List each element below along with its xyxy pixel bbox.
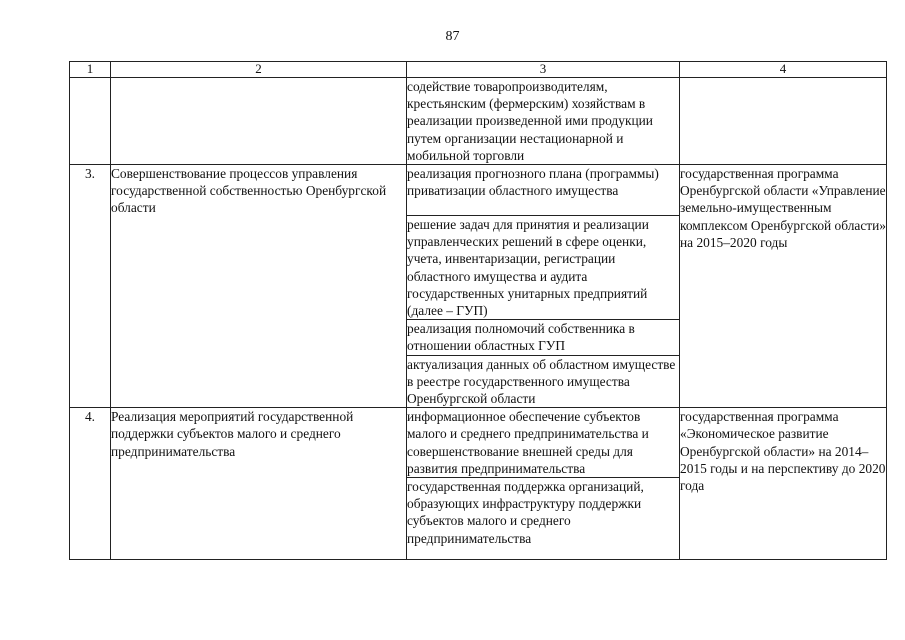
measure-cell: реализация прогнозного плана (программы) приватизации областного имущества [407,165,680,216]
measure-cell: реализация полномочий собственника в отношении областных ГУП [407,320,680,355]
header-col-2: 2 [111,62,407,78]
program-cell: государственная программа «Экономическое развитие Оренбургской области» на 2014–2015 годы и на перспективу до 2020 года [680,408,887,560]
measure-cell: решение задач для принятия и реализации управленческих решений в сфере оценки, учета, инвентаризации, регистрации областного имущества и аудита государственных унитарных предприятий (далее – ГУП) [407,216,680,320]
table-row [70,408,887,478]
row-title: Совершенствование процессов управления государственной собственностью Оренбургской области [111,165,407,408]
measure-cell: содействие товаропроизводителям, крестьянским (фермерским) хозяйствам в реализации произведенной ими продукции путем организации нестационарной и мобильной торговли [407,78,680,165]
row-title: Реализация мероприятий государственной поддержки субъектов малого и среднего предпринимательства [111,408,407,560]
measure-cell: информационное обеспечение субъектов малого и среднего предпринимательства и совершенствование внешней среды для развития предпринимательства [407,408,680,478]
header-col-4: 4 [680,62,887,78]
header-row [70,62,887,78]
measure-cell: государственная поддержка организаций, образующих инфраструктуру поддержки субъектов малого и среднего предпринимательства [407,478,680,560]
row-number: 4. [70,408,111,560]
row-number: 3. [70,165,111,408]
table-row [70,165,887,216]
program-cell [680,78,887,165]
table-row [70,78,887,165]
measure-cell: актуализация данных об областном имуществе в реестре государственного имущества Оренбургской области [407,355,680,408]
row-number [70,78,111,165]
header-col-1: 1 [70,62,111,78]
measures-table [69,61,887,560]
page-number: 87 [445,29,460,44]
row-title [111,78,407,165]
header-col-3: 3 [407,62,680,78]
program-cell: государственная программа Оренбургской области «Управление земельно-имущественным комплексом Оренбургской области» на 2015–2020 годы [680,165,887,408]
